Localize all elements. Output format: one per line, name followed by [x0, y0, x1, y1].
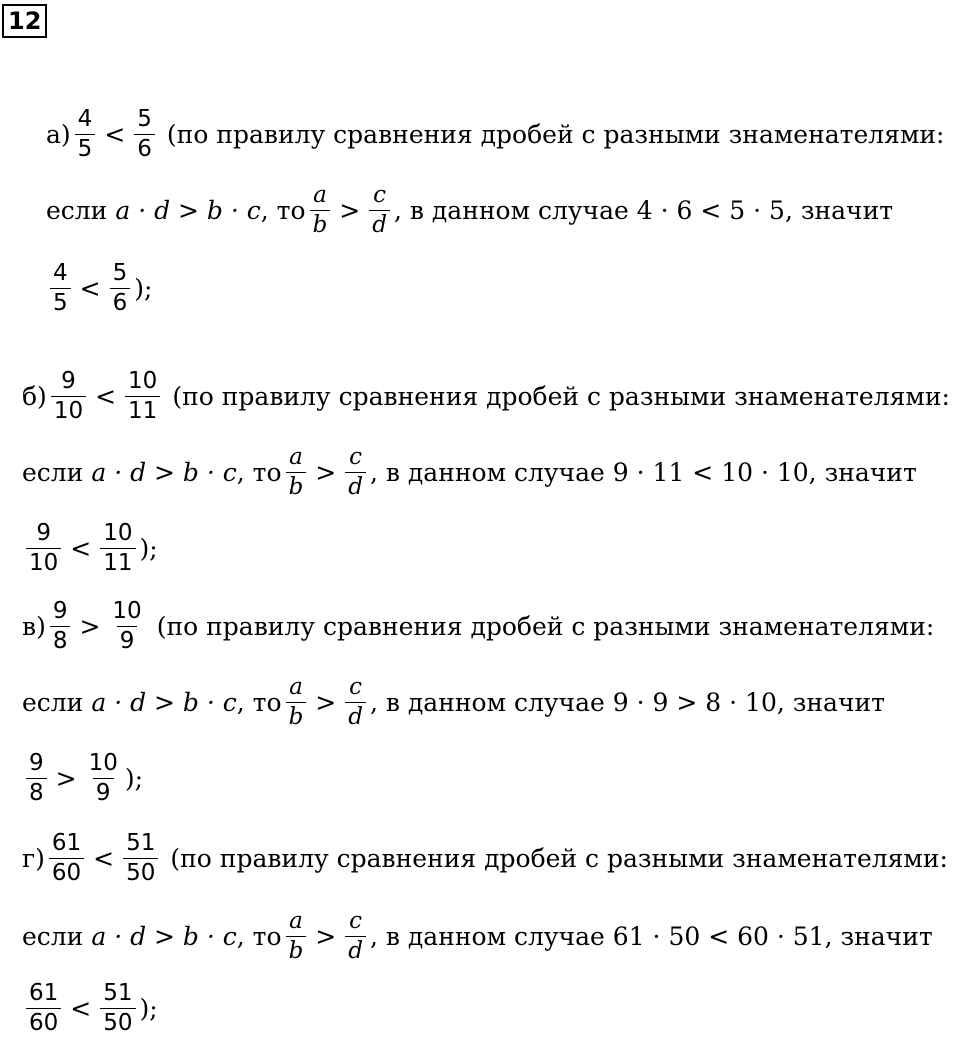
- explanation-text: (по правилу сравнения дробей с разными знаменателями:: [170, 844, 948, 873]
- item-b-statement: [22, 370, 950, 423]
- calculation: 61 · 50 < 60 · 51: [612, 922, 825, 951]
- fraction: $\frac{10}{11}$: [125, 370, 160, 423]
- fraction: $\frac{9}{10}$: [51, 370, 86, 423]
- item-c-statement: [22, 600, 934, 653]
- item-b-conclusion: $\frac{9}{10}$ < $\frac{10}{11}$ );: [22, 522, 158, 575]
- item-a-rule: если a · d > b · c , то $\frac{a}{b}$ > $\frac{c}{d}$ , в данном случае 4 · 6 < 5 · 5 , значит: [46, 182, 894, 238]
- item-label: а): [46, 120, 71, 149]
- item-label: г): [22, 844, 45, 873]
- fraction: $\frac{5}{6}$: [134, 108, 155, 161]
- explanation-text: (по правилу сравнения дробей с разными знаменателями:: [172, 382, 950, 411]
- fraction: $\frac{10}{9}$: [112, 598, 142, 654]
- fraction: $\frac{51}{50}$: [123, 832, 158, 885]
- item-a-statement: [46, 108, 944, 161]
- item-a-conclusion: $\frac{4}{5}$ < $\frac{5}{6}$ );: [46, 262, 152, 315]
- fraction: $\frac{9}{8}$: [50, 600, 71, 653]
- item-c-conclusion: $\frac{9}{8}$ > $\frac{10}{9}$ );: [22, 752, 143, 805]
- comparison-sign: <: [95, 382, 117, 411]
- item-b-rule: если a · d > b · c , то $\frac{a}{b}$ > $\frac{c}{d}$ , в данном случае 9 · 11 < 10 · 10 , значит: [22, 444, 917, 500]
- item-label: в): [22, 612, 46, 641]
- task-number-badge: 12: [2, 4, 47, 38]
- fraction: $\frac{4}{5}$: [75, 108, 96, 161]
- explanation-text: (по правилу сравнения дробей с разными знаменателями:: [156, 612, 935, 641]
- comparison-sign: >: [79, 612, 101, 641]
- item-c-rule: если a · d > b · c , то $\frac{a}{b}$ > $\frac{c}{d}$ , в данном случае 9 · 9 > 8 · 10 , значит: [22, 674, 885, 730]
- item-d-conclusion: $\frac{61}{60}$ < $\frac{51}{50}$ );: [22, 982, 158, 1035]
- comparison-sign: <: [104, 120, 126, 149]
- item-d-rule: если a · d > b · c , то $\frac{a}{b}$ > $\frac{c}{d}$ , в данном случае 61 · 50 < 60 · 51 , значит: [22, 908, 933, 964]
- comparison-sign: <: [93, 844, 115, 873]
- item-label: б): [22, 382, 47, 411]
- fraction: $\frac{61}{60}$: [49, 832, 84, 885]
- calculation: 4 · 6 < 5 · 5: [636, 196, 785, 225]
- explanation-text: (по правилу сравнения дробей с разными знаменателями:: [166, 120, 945, 149]
- item-d-statement: [22, 832, 948, 885]
- calculation: 9 · 9 > 8 · 10: [612, 688, 777, 717]
- calculation: 9 · 11 < 10 · 10: [612, 458, 809, 487]
